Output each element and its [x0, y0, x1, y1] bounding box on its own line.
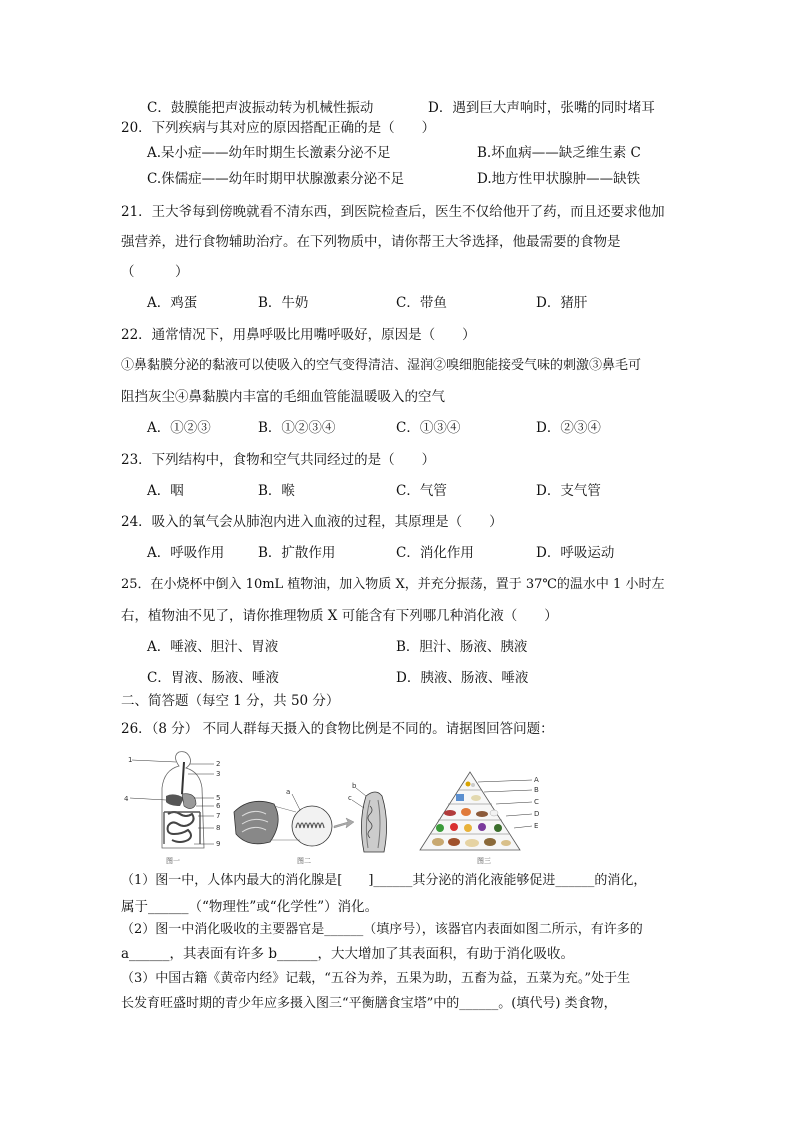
q26-part-3-line-2: 长发育旺盛时期的青少年应多摄入图三“平衡膳食宝塔”中的______。(填代号) 类食物，: [121, 996, 617, 1011]
q26-part-2-line-2: a______，其表面有许多 b______，大大增加了其表面积，有助于消化吸收。: [121, 946, 574, 962]
fig3-label-a: A: [534, 776, 539, 784]
q22-option-d: D．②③④: [536, 420, 601, 436]
q23-option-d: D．支气管: [536, 483, 601, 499]
fig2-label-c: c: [348, 794, 352, 802]
figure-3-caption: 图三: [477, 857, 491, 865]
q21-option-b: B．牛奶: [258, 295, 309, 311]
figure-1-digestive-system: [124, 748, 236, 866]
fig1-label-1: 1: [128, 756, 133, 764]
q25-stem-line-2: 右，植物油不见了，请你推理物质 X 可能含有下列哪几种消化液（ ）: [121, 608, 558, 624]
q21-stem-line-3: （ ）: [121, 264, 189, 280]
q22-body-line-2: 阻挡灰尘④鼻黏膜内丰富的毛细血管能温暖吸入的空气: [121, 389, 445, 405]
q23-option-b: B．喉: [258, 483, 295, 499]
fig2-label-b: b: [352, 782, 357, 790]
q19-option-c: C．鼓膜能把声波振动转为机械性振动: [147, 100, 374, 116]
digestive-system-diagram: [124, 748, 236, 866]
q22-stem: 22．通常情况下，用鼻呼吸比用嘴呼吸好，原因是（ ）: [121, 327, 476, 343]
q22-option-a: A．①②③: [147, 420, 211, 436]
q25-stem-line-1: 25．在小烧杯中倒入 10mL 植物油，加入物质 X，并充分振荡，置于 37℃的温水中 1 小时左: [121, 577, 665, 592]
fig1-label-9: 9: [216, 840, 221, 848]
q26-part-2-line-1: （2）图一中消化吸收的主要器官是______（填序号），该器官内表面如图二所示，有许多的: [121, 922, 643, 937]
q26-part-1-line-1: （1）图一中，人体内最大的消化腺是[ ]______其分泌的消化液能够促进______的消化，: [121, 873, 647, 888]
q20-stem: 20．下列疾病与其对应的原因搭配正确的是（ ）: [121, 120, 436, 136]
fig1-label-2: 2: [216, 760, 221, 768]
q25-option-b: B．胆汁、肠液、胰液: [396, 639, 528, 655]
q21-stem-line-1: 21．王大爷每到傍晚就看不清东西，到医院检查后，医生不仅给他开了药，而且还要求他加: [121, 204, 665, 220]
fig1-label-3: 3: [216, 770, 221, 778]
q21-option-a: A．鸡蛋: [147, 295, 198, 311]
q20-option-b: B.坏血病——缺乏维生素 C: [477, 145, 641, 161]
q22-option-b: B．①②③④: [258, 420, 336, 436]
figure-2-intestine-surface: [230, 782, 400, 860]
q20-option-c: C.侏儒症——幼年时期甲状腺激素分泌不足: [147, 171, 405, 187]
q20-option-d: D.地方性甲状腺肿——缺铁: [477, 171, 641, 187]
q24-option-c: C．消化作用: [396, 545, 474, 561]
q21-option-c: C．带鱼: [396, 295, 447, 311]
section-title: 二、简答题（每空 1 分，共 50 分）: [121, 693, 340, 709]
figure-1-caption: 图一: [166, 857, 180, 865]
q23-option-c: C．气管: [396, 483, 447, 499]
fig1-label-7: 7: [216, 812, 221, 820]
q24-option-d: D．呼吸运动: [536, 545, 615, 561]
q25-option-a: A．唾液、胆汁、胃液: [147, 639, 279, 655]
q20-option-a: A.呆小症——幼年时期生长激素分泌不足: [147, 145, 391, 161]
food-pyramid-diagram: [414, 770, 548, 856]
q19-option-d: D．遇到巨大声响时，张嘴的同时堵耳: [428, 100, 655, 116]
q26-stem: 26．（8 分） 不同人群每天摄入的食物比例是不同的。请据图回答问题：: [121, 721, 554, 737]
fig3-label-b: B: [534, 786, 539, 794]
figure-3-food-pyramid: [414, 770, 548, 856]
fig1-label-5: 5: [216, 794, 221, 802]
q22-option-c: C．①③④: [396, 420, 461, 436]
fig1-label-6: 6: [216, 802, 221, 810]
q21-option-d: D．猪肝: [536, 295, 588, 311]
q25-option-d: D．胰液、肠液、唾液: [396, 670, 529, 686]
q21-stem-line-2: 强营养，进行食物辅助治疗。在下列物质中，请你帮王大爷选择，他最需要的食物是: [121, 234, 621, 250]
fig2-label-a: a: [286, 788, 291, 796]
intestine-villi-diagram: [230, 782, 400, 860]
q26-part-1-line-2: 属于______（“物理性”或“化学性”）消化。: [121, 899, 379, 915]
fig1-label-8: 8: [216, 824, 221, 832]
q23-stem: 23．下列结构中，食物和空气共同经过的是（ ）: [121, 452, 436, 468]
q23-option-a: A．咽: [147, 483, 184, 499]
q24-stem: 24．吸入的氧气会从肺泡内进入血液的过程，其原理是（ ）: [121, 514, 503, 530]
fig1-label-4: 4: [124, 795, 129, 803]
q24-option-a: A．呼吸作用: [147, 545, 225, 561]
fig3-label-c: C: [534, 798, 539, 806]
fig3-label-d: D: [534, 810, 540, 818]
fig3-label-e: E: [534, 822, 539, 830]
q26-part-3-line-1: （3）中国古籍《黄帝内经》记载，“五谷为养，五果为助，五畜为益，五菜为充。”处于生: [121, 971, 631, 986]
q25-option-c: C．胃液、肠液、唾液: [147, 670, 279, 686]
q24-option-b: B．扩散作用: [258, 545, 336, 561]
figure-2-caption: 图二: [297, 857, 311, 865]
q22-body-line-1: ①鼻黏膜分泌的黏液可以使吸入的空气变得清洁、湿润②嗅细胞能接受气味的刺激③鼻毛可: [121, 358, 642, 373]
